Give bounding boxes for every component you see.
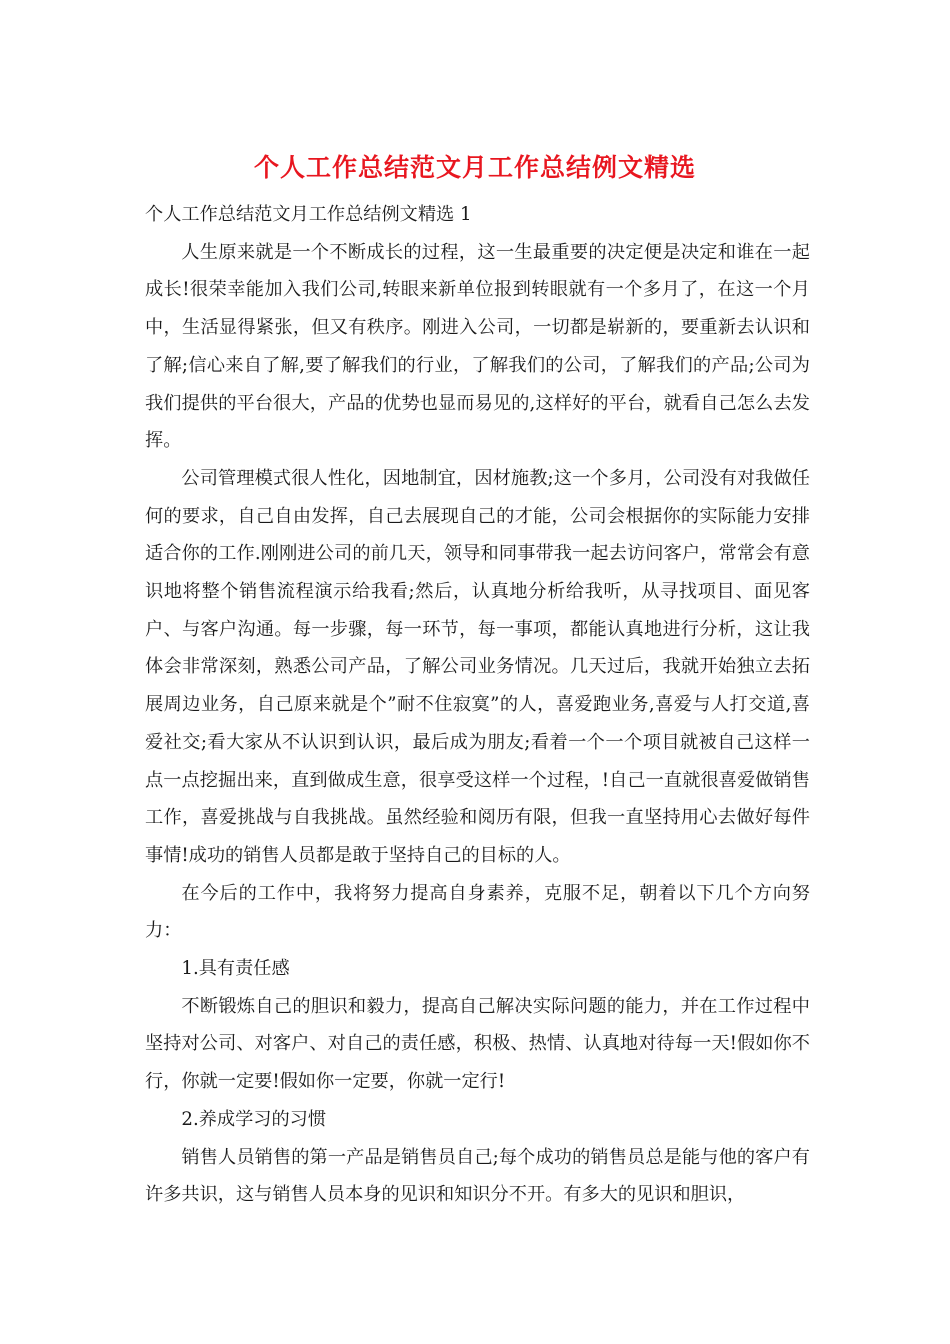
paragraph: 人生原来就是一个不断成长的过程，这一生最重要的决定便是决定和谁在一起成长!很荣幸能加入我们公司,转眼来新单位报到转眼就有一个多月了，在这一个月中，生活显得紧张，但又有秩序。刚进入公司，一切都是崭新的，要重新去认识和了解;信心来自了解,要了解我们的行业，了解我们的公司，了解我们的产品;公司为我们提供的平台很大，产品的优势也显而易见的,这样好的平台，就看自己怎么去发挥。 [145, 241, 810, 452]
paragraph: 销售人员销售的第一产品是销售员自己;每个成功的销售员总是能与他的客户有许多共识，这与销售人员本身的见识和知识分不开。有多大的见识和胆识， [145, 1146, 810, 1206]
section-heading: 2.养成学习的习惯 [181, 1108, 327, 1130]
document-body [145, 196, 810, 1214]
paragraph: 公司管理模式很人性化，因地制宜，因材施教;这一个多月，公司没有对我做任何的要求，自己自由发挥，自己去展现自己的才能，公司会根据你的实际能力安排适合你的工作.刚刚进公司的前几天，领导和同事带我一起去访问客户，常常会有意识地将整个销售流程演示给我看;然后，认真地分析给我听，从寻找项目、面见客户、与客户沟通。每一步骤，每一环节，每一事项，都能认真地进行分析，这让我体会非常深刻，熟悉公司产品，了解公司业务情况。几天过后，我就开始独立去拓展周边业务，自己原来就是个”耐不住寂寞”的人，喜爱跑业务,喜爱与人打交道,喜爱社交;看大家从不认识到认识，最后成为朋友;看着一个一个项目就被自己这样一点一点挖掘出来，直到做成生意，很享受这样一个过程，!自己一直就很喜爱做销售工作，喜爱挑战与自我挑战。虽然经验和阅历有限，但我一直坚持用心去做好每件事情!成功的销售人员都是敢于坚持自己的目标的人。 [145, 467, 810, 866]
document-subtitle: 个人工作总结范文月工作总结例文精选 1 [145, 204, 472, 225]
paragraph: 在今后的工作中，我将努力提高自身素养，克服不足，朝着以下几个方向努力： [145, 882, 810, 942]
section-heading: 1.具有责任感 [181, 958, 290, 980]
document-title: 个人工作总结范文月工作总结例文精选 [253, 153, 696, 182]
paragraph: 不断锻炼自己的胆识和毅力，提高自己解决实际问题的能力，并在工作过程中坚持对公司、对客户、对自己的责任感，积极、热情、认真地对待每一天!假如你不行，你就一定要!假如你一定要，你就一定行! [145, 995, 810, 1093]
